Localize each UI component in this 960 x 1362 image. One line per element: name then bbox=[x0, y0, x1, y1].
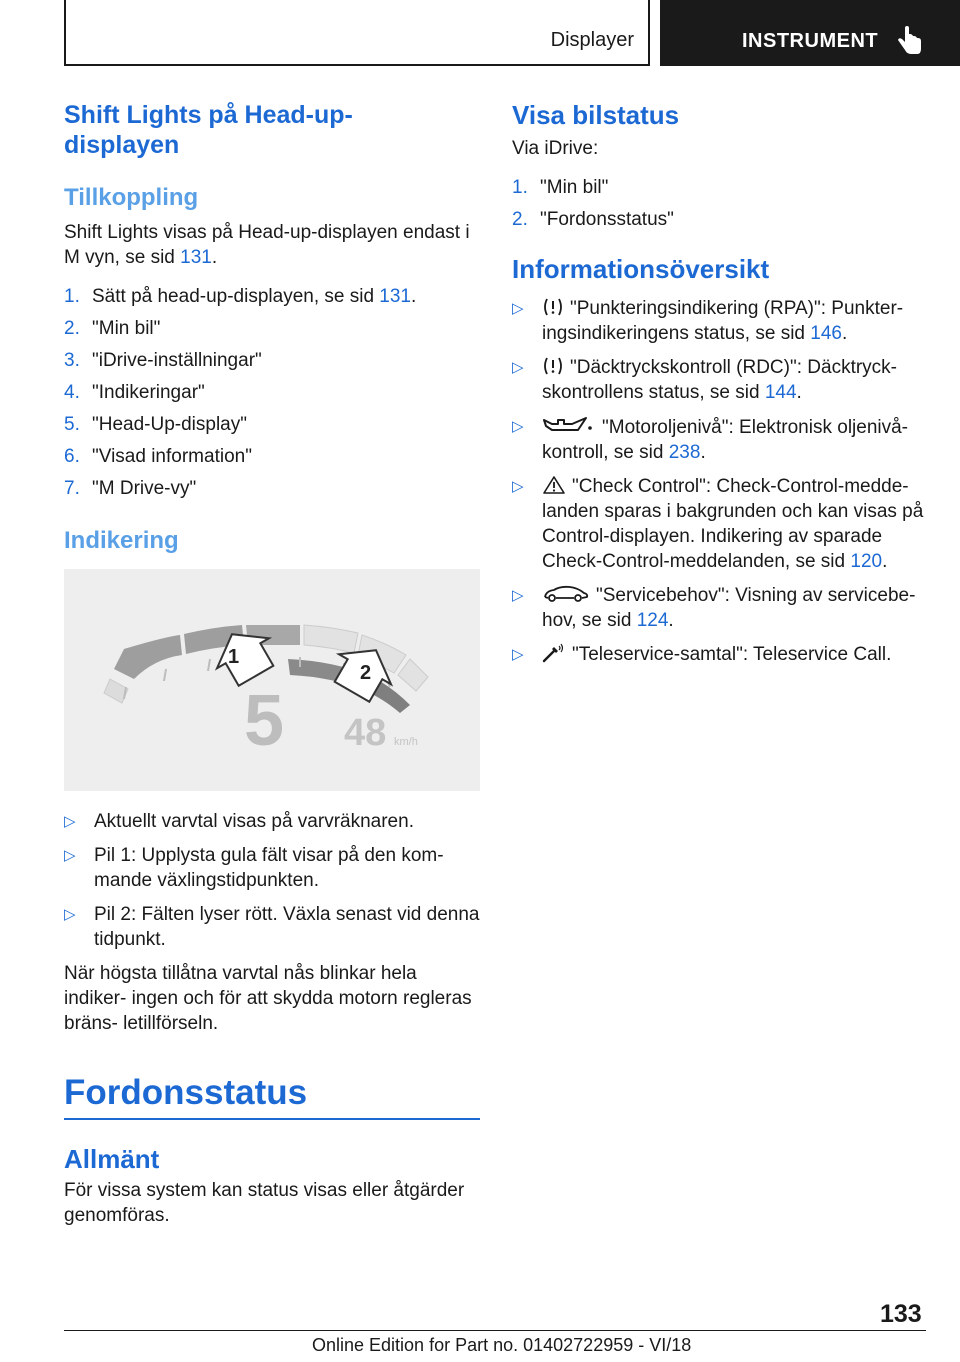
step-number: 1. bbox=[512, 177, 528, 198]
bilstatus-steps bbox=[512, 175, 924, 232]
triangle-bullet-icon: ▷ bbox=[64, 813, 76, 830]
speed-unit: km/h bbox=[394, 736, 418, 748]
item-end: . bbox=[668, 610, 674, 631]
step-number: 2. bbox=[512, 209, 528, 230]
section-title-visa-bilstatus: Visa bilstatus bbox=[512, 100, 680, 130]
section-title-fordonsstatus: Fordonsstatus bbox=[64, 1073, 308, 1112]
list-item bbox=[512, 414, 924, 465]
page-number: 133 bbox=[880, 1300, 922, 1328]
item-end: . bbox=[700, 442, 706, 463]
list-item bbox=[512, 642, 924, 667]
step-number: 1. bbox=[64, 286, 80, 307]
step-text: "M Drive-vy" bbox=[92, 478, 197, 499]
fordonsstatus-section bbox=[64, 1072, 480, 1120]
section-divider bbox=[64, 1118, 480, 1120]
service-car-icon bbox=[542, 584, 590, 604]
footer-divider bbox=[64, 1330, 926, 1331]
indikering-bullets bbox=[64, 809, 480, 952]
item-text: "Däcktryckskontroll (RDC)": Däcktryck- skontrollens status, se sid bbox=[542, 357, 898, 403]
step-number: 2. bbox=[64, 318, 80, 339]
allmant-text: För vissa system kan status visas eller åtgärder genomföras. bbox=[64, 1180, 465, 1226]
step-text: Sätt på head-up-displayen, se sid bbox=[92, 286, 380, 307]
list-item bbox=[64, 284, 480, 309]
page-ref-link[interactable]: 120 bbox=[850, 551, 883, 572]
list-item bbox=[64, 444, 480, 469]
list-item bbox=[512, 474, 924, 574]
bullet-text: Aktuellt varvtal visas på varvräknaren. bbox=[94, 811, 414, 832]
list-item bbox=[64, 316, 480, 341]
step-text: "Indikeringar" bbox=[92, 382, 205, 403]
list-item bbox=[512, 296, 924, 346]
gear-indicator: 5 bbox=[244, 681, 285, 761]
item-end: . bbox=[882, 551, 888, 572]
list-item bbox=[64, 476, 480, 501]
step-text: "Min bil" bbox=[92, 318, 161, 339]
page-ref-link[interactable]: 146 bbox=[810, 323, 842, 344]
page-ref-link[interactable]: 124 bbox=[636, 610, 669, 631]
heading-allmant: Allmänt bbox=[64, 1144, 160, 1174]
triangle-bullet-icon: ▷ bbox=[512, 418, 524, 435]
step-number: 3. bbox=[64, 350, 80, 371]
triangle-bullet-icon: ▷ bbox=[512, 300, 524, 317]
item-text: "Check Control": Check-Control-medde- landen sparas i bakgrunden och kan visas på Control-displayen. Indikering av sparade Check-Control-meddelanden, se sid bbox=[542, 476, 924, 572]
step-number: 4. bbox=[64, 382, 80, 403]
list-item bbox=[512, 175, 924, 200]
item-text: "Punkteringsindikering (RPA)": Punkter- ingsindikeringens status, se sid bbox=[542, 298, 904, 344]
list-item bbox=[64, 843, 480, 893]
teleservice-wrench-icon bbox=[542, 643, 566, 663]
left-column bbox=[64, 100, 480, 1228]
svg-text:2: 2 bbox=[360, 662, 372, 684]
section-title-shift-lights bbox=[64, 100, 480, 160]
step-text: "iDrive-inställningar" bbox=[92, 350, 262, 371]
step-text: "Min bil" bbox=[540, 177, 609, 198]
rev-limit-paragraph: När högsta tillåtna varvtal nås blinkar hela indiker- ingen och för att skydda motorn regleras bräns- letillförseln. bbox=[64, 963, 472, 1034]
tillkoppling-text-body: Shift Lights visas på Head-up-displayen endast i M vyn, se sid bbox=[64, 222, 470, 268]
step-number: 7. bbox=[64, 478, 80, 499]
via-idrive-text: Via iDrive: bbox=[512, 138, 599, 159]
item-end: . bbox=[841, 323, 848, 344]
chapter-label: INSTRUMENT bbox=[742, 30, 879, 52]
step-text: "Visad information" bbox=[92, 446, 252, 467]
title-line-1: Shift Lights på Head-up- bbox=[64, 101, 353, 129]
chapter-tab[interactable] bbox=[660, 0, 960, 66]
step-end: . bbox=[411, 286, 417, 307]
pointing-hand-icon bbox=[896, 26, 924, 56]
heading-tillkoppling: Tillkoppling bbox=[64, 184, 199, 211]
footer-edition: Online Edition for Part no. 01402722959 - VI/18 bbox=[312, 1335, 692, 1355]
svg-text:1: 1 bbox=[228, 646, 240, 668]
heading-indikering: Indikering bbox=[64, 527, 179, 554]
tire-pressure-warning-icon bbox=[542, 356, 564, 376]
section-label: Displayer bbox=[550, 29, 634, 51]
tillkoppling-text-end: . bbox=[211, 247, 218, 268]
list-item bbox=[512, 355, 924, 405]
list-item bbox=[64, 902, 480, 952]
triangle-bullet-icon: ▷ bbox=[64, 847, 76, 864]
item-text: "Teleservice-samtal": Teleservice Call. bbox=[572, 644, 892, 665]
page-ref-link[interactable]: 131 bbox=[379, 286, 411, 307]
triangle-bullet-icon: ▷ bbox=[512, 587, 524, 604]
item-text: "Servicebehov": Visning av servicebe- hov, se sid bbox=[542, 585, 916, 631]
speed-indicator: 48 bbox=[344, 712, 387, 754]
shift-lights-illustration bbox=[64, 569, 480, 791]
heading-informationsoversikt: Informationsöversikt bbox=[512, 254, 770, 284]
page-ref-link[interactable]: 131 bbox=[180, 247, 212, 268]
page-ref-link[interactable]: 238 bbox=[668, 442, 701, 463]
list-item bbox=[64, 348, 480, 373]
triangle-bullet-icon: ▷ bbox=[64, 906, 76, 923]
step-number: 6. bbox=[64, 446, 80, 467]
triangle-bullet-icon: ▷ bbox=[512, 359, 524, 376]
steps-list bbox=[64, 284, 480, 501]
list-item bbox=[64, 380, 480, 405]
triangle-bullet-icon: ▷ bbox=[512, 478, 524, 495]
tire-pressure-warning-icon bbox=[542, 297, 564, 317]
triangle-bullet-icon: ▷ bbox=[512, 646, 524, 663]
right-column bbox=[512, 100, 924, 676]
list-item bbox=[512, 207, 924, 232]
item-end: . bbox=[796, 382, 802, 403]
step-text: "Head-Up-display" bbox=[92, 414, 247, 435]
bullet-text: Pil 1: Upplysta gula fält visar på den kom- mande växlingstidpunkten. bbox=[94, 845, 444, 891]
bullet-text: Pil 2: Fälten lyser rött. Växla senast vid denna tidpunkt. bbox=[94, 904, 480, 950]
info-list bbox=[512, 296, 924, 667]
item-text: "Motoroljenivå": Elektronisk oljenivå- kontroll, se sid bbox=[542, 417, 909, 463]
page-ref-link[interactable]: 144 bbox=[764, 382, 797, 403]
title-line-2: displayen bbox=[64, 131, 180, 159]
list-item bbox=[64, 809, 480, 834]
header-frame bbox=[64, 0, 650, 66]
shift-lights-figure bbox=[64, 569, 480, 791]
step-text: "Fordonsstatus" bbox=[540, 209, 674, 230]
list-item bbox=[512, 583, 924, 633]
oil-can-icon bbox=[542, 414, 596, 436]
tillkoppling-text bbox=[64, 220, 480, 270]
step-number: 5. bbox=[64, 414, 80, 435]
warning-triangle-icon bbox=[542, 475, 566, 495]
list-item bbox=[64, 412, 480, 437]
